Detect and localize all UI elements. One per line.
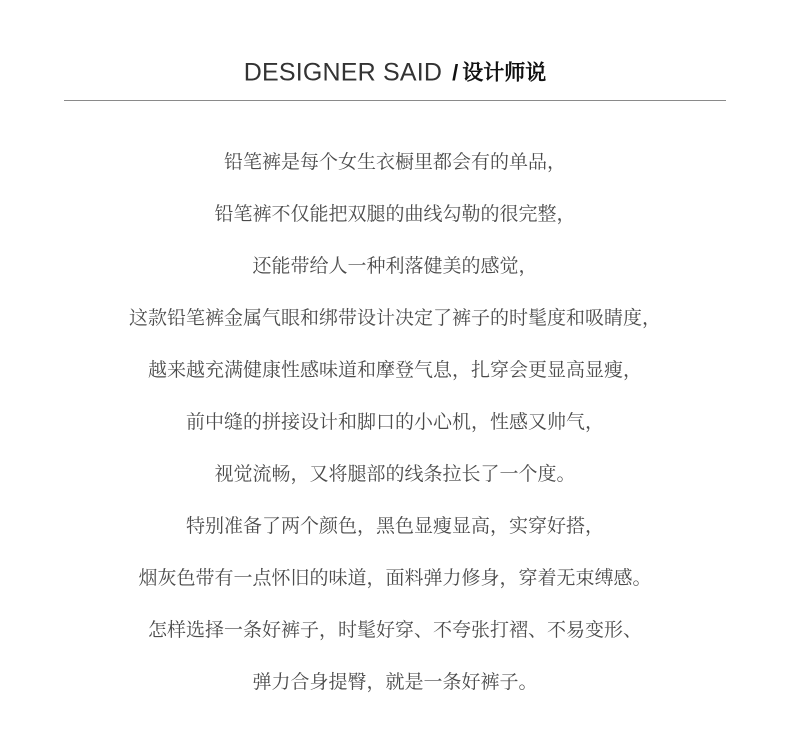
title-english: DESIGNER SAID bbox=[243, 58, 443, 87]
description-line: 越来越充满健康性感味道和摩登气息，扎穿会更显高显瘦， bbox=[147, 359, 642, 381]
header-divider bbox=[64, 100, 726, 101]
description-line: 铅笔裤不仅能把双腿的曲线勾勒的很完整， bbox=[214, 203, 576, 225]
description-line: 弹力合身提臀，就是一条好裤子。 bbox=[252, 671, 538, 693]
description-line: 视觉流畅，又将腿部的线条拉长了一个度。 bbox=[214, 463, 576, 485]
title-chinese: 设计师说 bbox=[462, 60, 547, 85]
description-text bbox=[0, 140, 790, 712]
description-line: 烟灰色带有一点怀旧的味道，面料弹力修身，穿着无束缚感。 bbox=[138, 567, 652, 589]
title-separator: / bbox=[452, 59, 459, 85]
description-line: 前中缝的拼接设计和脚口的小心机，性感又帅气， bbox=[185, 411, 604, 433]
description-line: 铅笔裤是每个女生衣橱里都会有的单品， bbox=[223, 151, 566, 173]
description-line: 这款铅笔裤金属气眼和绑带设计决定了裤子的时髦度和吸睛度， bbox=[128, 307, 661, 329]
description-line: 特别准备了两个颜色，黑色显瘦显高，实穿好搭， bbox=[185, 515, 604, 537]
description-line: 怎样选择一条好裤子，时髦好穿、不夸张打褶、不易变形、 bbox=[147, 619, 642, 641]
section-header bbox=[0, 52, 790, 93]
description-line: 还能带给人一种利落健美的感觉， bbox=[252, 255, 538, 277]
